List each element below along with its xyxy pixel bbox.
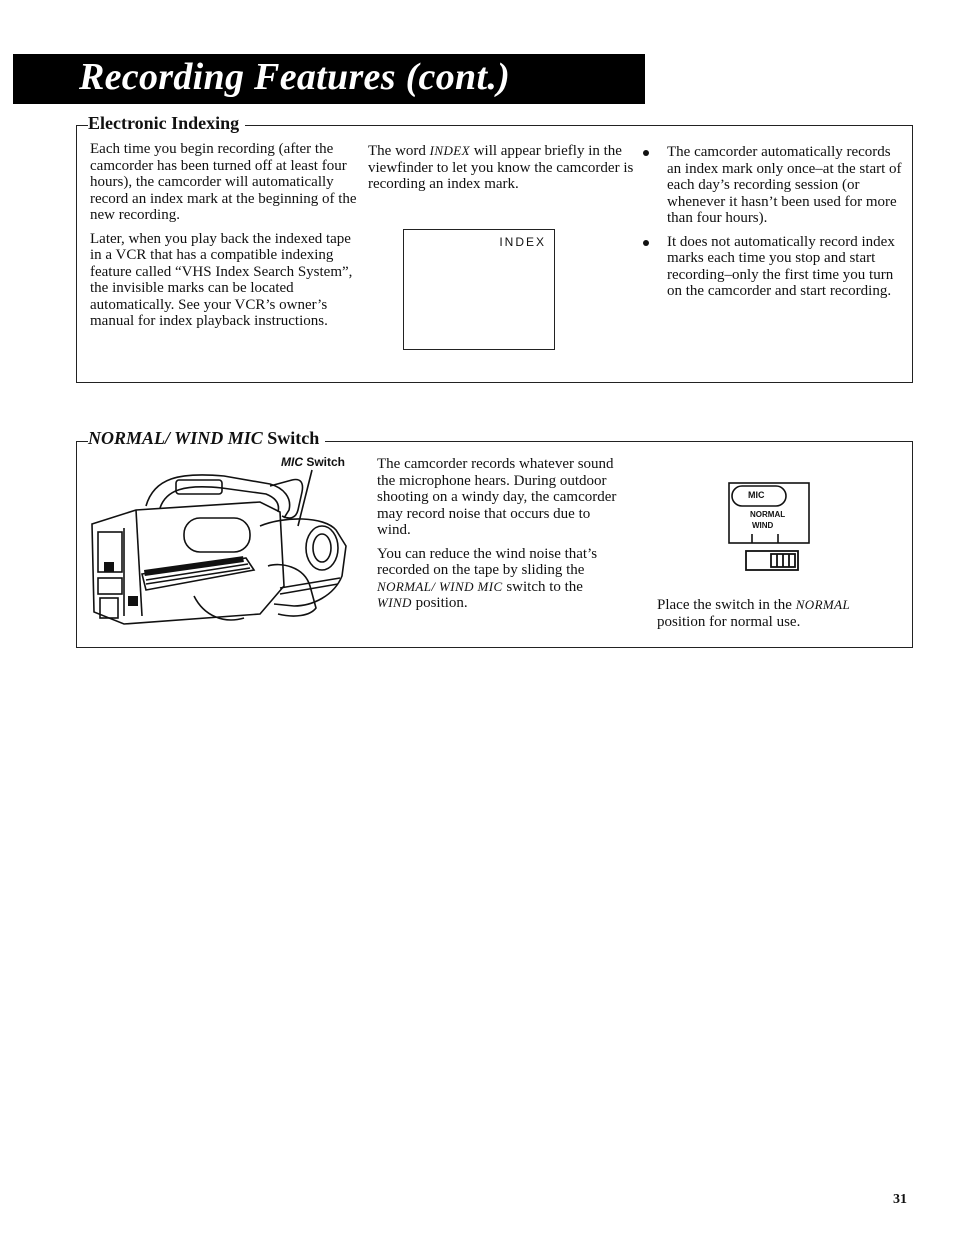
mic-heading-italic: NORMAL/ WIND MIC [88, 428, 263, 448]
mic-place-post: position for normal use. [657, 613, 801, 630]
page-title: Recording Features (cont.) [79, 56, 511, 98]
mic-heading [88, 428, 325, 449]
camcorder-illustration [84, 466, 354, 638]
switch-mic-label: MIC [748, 490, 765, 500]
mic-para-2-switch-name: NORMAL/ WIND MIC [377, 578, 503, 594]
indexing-column-3 [640, 144, 906, 307]
index-word-para [368, 143, 636, 193]
mic-para-2-pre: You can reduce the wind noise that’s recorded on the tape by sliding the [377, 545, 598, 578]
page-number: 31 [893, 1192, 907, 1207]
mic-para-2 [377, 546, 617, 612]
mic-column-text [377, 456, 617, 619]
mic-switch-diagram [728, 482, 810, 544]
slide-switch-icon [745, 550, 801, 572]
viewfinder-display [403, 229, 555, 350]
viewfinder-index-text: INDEX [499, 235, 546, 249]
switch-normal-label: NORMAL [750, 510, 786, 519]
mic-place-normal: NORMAL [795, 597, 851, 612]
mic-place-text [657, 597, 902, 637]
indexing-heading: Electronic Indexing [88, 113, 245, 134]
mic-place-para [657, 597, 902, 630]
indexing-bullet-2: It does not automatically record index marks each time you stop and start recording–only the first time you turn on the camcorder and start recording. [640, 234, 906, 300]
mic-para-2-post: position. [411, 595, 468, 611]
switch-wind-label: WIND [752, 521, 774, 530]
indexing-bullet-1: The camcorder automatically records an index mark only once–at the start of each day’s recording session (or whenever it hasn’t been used for more than four hours). [640, 144, 906, 227]
mic-para-2-wind: WIND [377, 595, 412, 610]
mic-place-pre: Place the switch in the [657, 597, 796, 613]
index-word-post: will appear briefly in the viewfinder to let you know the camcorder is recording an index mark. [368, 143, 634, 192]
indexing-bullets [640, 144, 906, 300]
indexing-column-1 [90, 141, 360, 337]
mic-para-2-mid: switch to the [502, 578, 583, 595]
index-word: INDEX [429, 143, 470, 158]
mic-callout-italic: MIC [281, 455, 303, 469]
mic-para-1: The camcorder records whatever sound the microphone hears. During outdoor shooting on a windy day, the camcorder may record noise that occurs due to wind. [377, 456, 617, 538]
title-bar [13, 54, 645, 104]
mic-heading-rest: Switch [262, 428, 320, 448]
indexing-para-2: Later, when you play back the indexed tape in a VCR that has a compatible indexing feature called “VHS Index Search System”, the invisible marks can be located automatically. See your VCR’s owner’s manual for index playback instructions. [90, 230, 353, 329]
indexing-para-1: Each time you begin recording (after the camcorder has been turned off at least four hours), the camcorder will automatically record an index mark at the beginning of the new recording. [90, 141, 357, 223]
index-word-pre: The word [368, 143, 430, 159]
indexing-column-2 [368, 143, 636, 200]
mic-callout-rest: Switch [303, 455, 346, 469]
